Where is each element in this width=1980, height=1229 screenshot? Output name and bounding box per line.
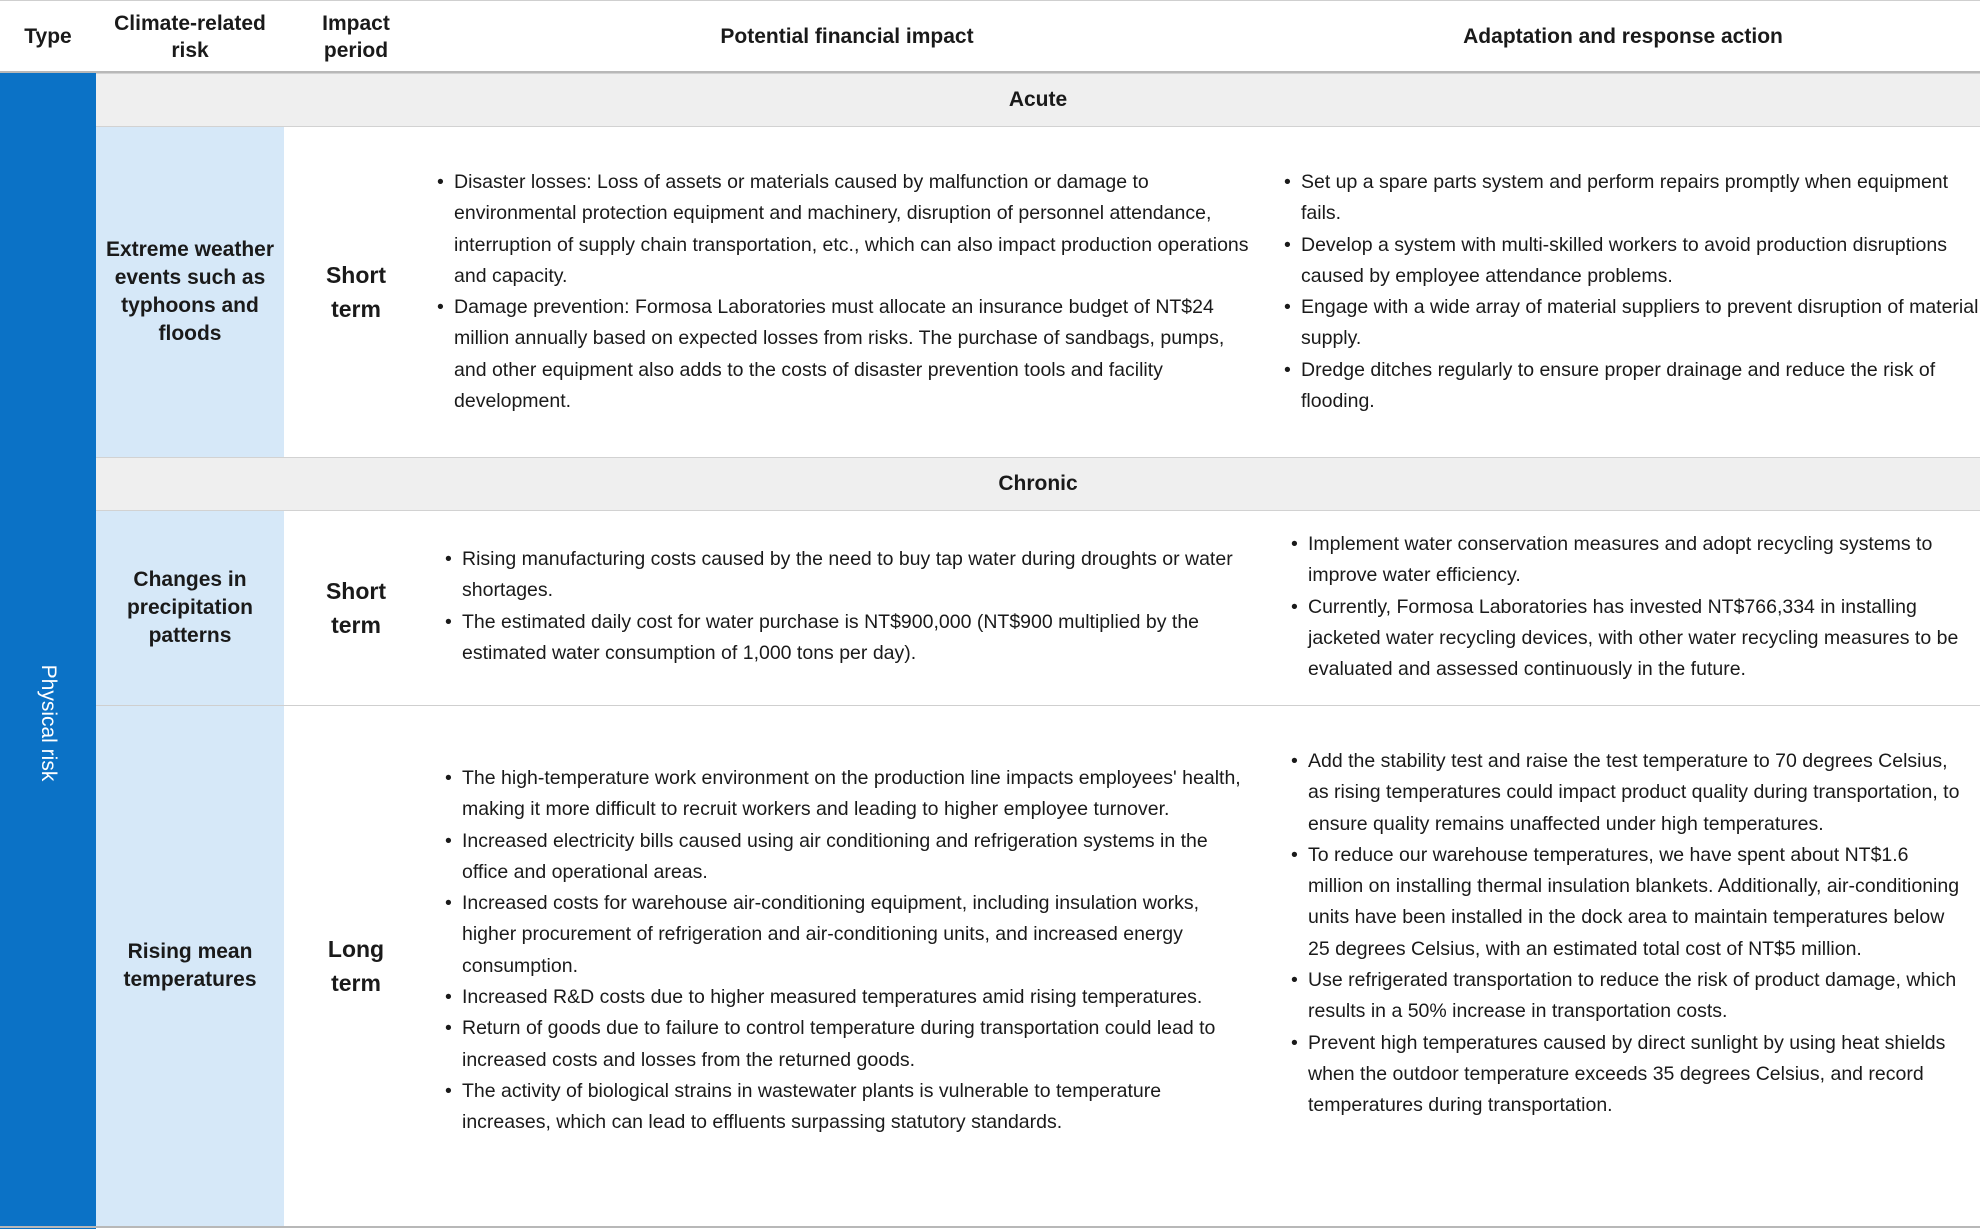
period-rising-temperatures xyxy=(284,706,428,1226)
period-extreme-weather xyxy=(284,127,428,457)
category-acute: Acute xyxy=(96,73,1980,127)
risk-precipitation: Changes in precipitation patterns xyxy=(96,511,284,705)
list-item: • Rising manufacturing costs caused by the need to buy tap water during droughts or water shortages. xyxy=(445,544,1245,607)
header-type: Type xyxy=(24,25,72,48)
list-item: • Increased costs for warehouse air-conditioning equipment, including insulation works, higher procurement of refrigeration and air-conditioning units, and increased energy consumption. xyxy=(445,888,1253,982)
list-item: • Dredge ditches regularly to ensure proper drainage and reduce the risk of flooding. xyxy=(1284,355,1980,418)
period-text: Short term xyxy=(325,262,387,322)
list-item: • Damage prevention: Formosa Laboratories must allocate an insurance budget of NT$24 million annually based on expected losses from risks. The purchase of sandbags, pumps, and other equipment also adds to the costs of disaster prevention tools and facility development. xyxy=(437,292,1259,417)
list-item: • Disaster losses: Loss of assets or materials caused by malfunction or damage to environmental protection equipment and machinery, disruption of personnel attendance, interruption of supply chain transportation, etc., which can also impact production operations and capacity. xyxy=(437,167,1259,292)
list-item: • Increased electricity bills caused using air conditioning and refrigeration systems in the office and operational areas. xyxy=(445,826,1253,889)
risk-extreme-weather: Extreme weather events such as typhoons and floods xyxy=(96,127,284,457)
list-item: • The activity of biological strains in wastewater plants is vulnerable to temperature increases, which can lead to effluents surpassing statutory standards. xyxy=(445,1076,1253,1139)
header-response-action: Adaptation and response action xyxy=(1463,25,1783,48)
period-text: Short term xyxy=(325,578,387,638)
list-item: • Engage with a wide array of material suppliers to prevent disruption of material supply. xyxy=(1284,292,1980,355)
list-item: • Return of goods due to failure to control temperature during transportation could lead to increased costs and losses from the returned goods. xyxy=(445,1013,1253,1076)
list-item: • The high-temperature work environment on the production line impacts employees' health, making it more difficult to recruit workers and leading to higher employee turnover. xyxy=(445,763,1253,826)
category-chronic: Chronic xyxy=(96,457,1980,511)
type-label: Physical risk xyxy=(37,664,60,782)
list-item: • To reduce our warehouse temperatures, we have spent about NT$1.6 million on installing thermal insulation blankets. Additionally, air-conditioning units have been installed in the dock area to maintain temperatures below 25 degrees Celsius, with an estimated total cost of NT$5 million. xyxy=(1291,840,1967,965)
period-text: Long term xyxy=(327,936,385,996)
risk-rising-temperatures: Rising mean temperatures xyxy=(96,706,284,1226)
action-list-extreme-weather xyxy=(1284,167,1980,417)
header-impact-period: Impact period xyxy=(322,11,390,62)
action-list-precipitation xyxy=(1291,529,1971,685)
list-item: • Implement water conservation measures and adopt recycling systems to improve water efficiency. xyxy=(1291,529,1971,592)
type-column xyxy=(0,73,96,1229)
table-header xyxy=(0,0,1980,73)
list-item: • Set up a spare parts system and perform repairs promptly when equipment fails. xyxy=(1284,167,1980,230)
list-item: • Prevent high temperatures caused by direct sunlight by using heat shields when the outdoor temperature exceeds 35 degrees Celsius, and record temperatures during transportation. xyxy=(1291,1028,1967,1122)
action-list-rising-temperatures xyxy=(1291,746,1967,1122)
list-item: • Currently, Formosa Laboratories has invested NT$766,334 in installing jacketed water recycling devices, with other water recycling measures to be evaluated and assessed continuously in the future. xyxy=(1291,592,1971,686)
list-item: • Increased R&D costs due to higher measured temperatures amid rising temperatures. xyxy=(445,982,1253,1013)
header-financial-impact: Potential financial impact xyxy=(720,25,974,48)
impact-list-extreme-weather xyxy=(437,167,1259,417)
table-bottom-border xyxy=(0,1226,1980,1228)
list-item: • The estimated daily cost for water purchase is NT$900,000 (NT$900 multiplied by the estimated water consumption of 1,000 tons per day). xyxy=(445,607,1245,670)
header-climate-risk: Climate-related risk xyxy=(114,11,266,62)
impact-list-rising-temperatures xyxy=(445,763,1253,1139)
list-item: • Use refrigerated transportation to reduce the risk of product damage, which results in a 50% increase in transportation costs. xyxy=(1291,965,1967,1028)
list-item: • Develop a system with multi-skilled workers to avoid production disruptions caused by employee attendance problems. xyxy=(1284,230,1980,293)
list-item: • Add the stability test and raise the test temperature to 70 degrees Celsius, as rising temperatures could impact product quality during transportation, to ensure quality remains unaffected under high temperatures. xyxy=(1291,746,1967,840)
impact-list-precipitation xyxy=(445,544,1245,669)
period-precipitation xyxy=(284,511,428,705)
